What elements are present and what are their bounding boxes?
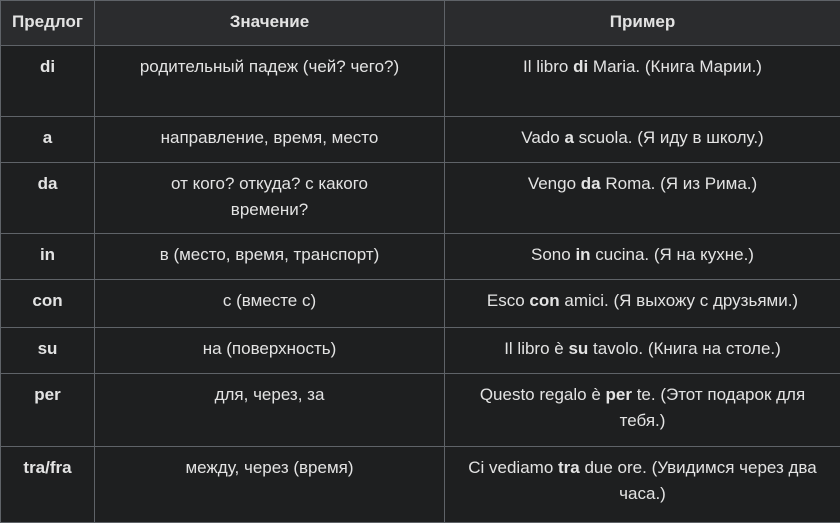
preposition-cell: con (1, 280, 95, 328)
example-text: due ore. (Увидимся через два часа.) (580, 458, 817, 503)
table-row (1, 447, 840, 523)
example-cell (445, 328, 840, 374)
example-preposition: con (529, 291, 559, 310)
preposition-cell: di (1, 46, 95, 117)
meaning-cell: между, через (время) (95, 447, 445, 523)
meaning-cell: на (поверхность) (95, 328, 445, 374)
example-text: Sono (531, 245, 575, 264)
meaning-cell: от кого? откуда? с какого времени? (95, 163, 445, 234)
example-text: Questo regalo è (480, 385, 606, 404)
table-row (1, 328, 840, 374)
example-text: Esco (487, 291, 530, 310)
table-row (1, 163, 840, 234)
preposition-cell: su (1, 328, 95, 374)
example-text: Il libro è (504, 339, 568, 358)
example-preposition: in (575, 245, 590, 264)
preposition-cell: tra/fra (1, 447, 95, 523)
header-preposition: Предлог (1, 1, 95, 46)
example-preposition: per (606, 385, 632, 404)
example-text: scuola. (Я иду в школу.) (574, 128, 764, 147)
example-cell (445, 46, 840, 117)
example-text: Ci vediamo (468, 458, 558, 477)
header-row (1, 1, 840, 46)
example-text: cucina. (Я на кухне.) (591, 245, 754, 264)
example-text: Vengo (528, 174, 581, 193)
table-row (1, 374, 840, 447)
example-cell (445, 234, 840, 280)
example-text: Vado (521, 128, 564, 147)
meaning-cell: направление, время, место (95, 117, 445, 163)
meaning-cell: в (место, время, транспорт) (95, 234, 445, 280)
table-row (1, 46, 840, 117)
example-cell (445, 374, 840, 447)
header-example: Пример (445, 1, 840, 46)
meaning-cell: для, через, за (95, 374, 445, 447)
example-text: Il libro (523, 57, 573, 76)
meaning-cell: с (вместе с) (95, 280, 445, 328)
example-text: Roma. (Я из Рима.) (601, 174, 758, 193)
example-preposition: da (581, 174, 601, 193)
table-row (1, 280, 840, 328)
header-meaning: Значение (95, 1, 445, 46)
example-text: amici. (Я выхожу с друзьями.) (560, 291, 798, 310)
preposition-cell: in (1, 234, 95, 280)
preposition-cell: da (1, 163, 95, 234)
example-preposition: a (564, 128, 573, 147)
example-preposition: tra (558, 458, 580, 477)
example-preposition: su (568, 339, 588, 358)
meaning-cell: родительный падеж (чей? чего?) (95, 46, 445, 117)
example-preposition: di (573, 57, 588, 76)
preposition-cell: a (1, 117, 95, 163)
table-row (1, 234, 840, 280)
preposition-cell: per (1, 374, 95, 447)
example-text: tavolo. (Книга на столе.) (588, 339, 781, 358)
example-cell (445, 447, 840, 523)
example-cell (445, 280, 840, 328)
example-text: Maria. (Книга Марии.) (588, 57, 762, 76)
example-cell (445, 163, 840, 234)
example-text: te. (Этот подарок для тебя.) (620, 385, 806, 430)
table-row (1, 117, 840, 163)
example-cell (445, 117, 840, 163)
